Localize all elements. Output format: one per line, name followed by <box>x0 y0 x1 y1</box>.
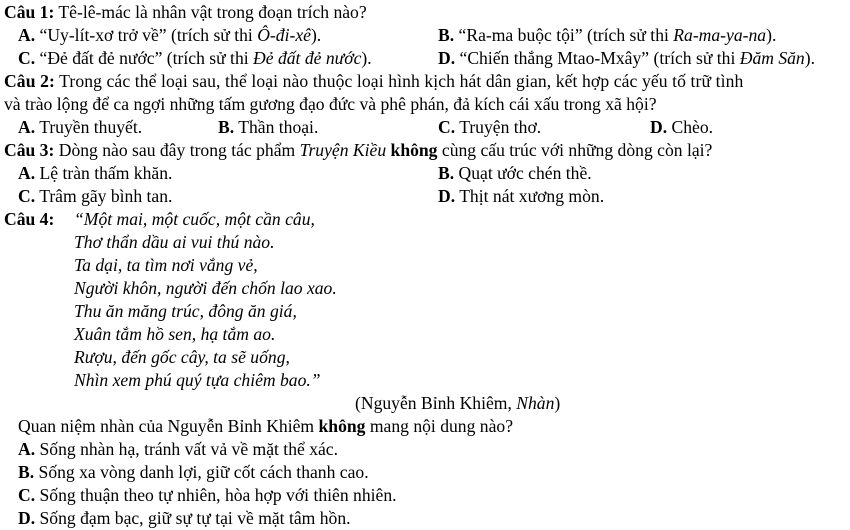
q4-option-b: B. Sống xa vòng danh lợi, giữ cốt cách thanh cao. <box>18 462 369 482</box>
question-1-stem: Câu 1: Tê-lê-mác là nhân vật trong đoạn trích nào? <box>4 2 367 22</box>
q1-option-a: A. “Uy-lít-xơ trở về” (trích sử thi Ô-đi-xê). <box>18 25 322 45</box>
q1-option-d: D. “Chiến thắng Mtao-Mxây” (trích sử thi Đăm Săn). <box>438 48 815 68</box>
question-label: Câu 4: <box>4 209 55 229</box>
q3-option-d: D. Thịt nát xương mòn. <box>438 186 605 206</box>
poem-line: Ta dại, ta tìm nơi vắng vẻ, <box>74 255 258 275</box>
q4-option-c: C. Sống thuận theo tự nhiên, hòa hợp với thiên nhiên. <box>18 485 397 505</box>
q3-option-c: C. Trâm gãy bình tan. <box>18 186 173 206</box>
poem-line: Rượu, đến gốc cây, ta sẽ uống, <box>74 347 290 367</box>
question-label: Câu 2: <box>4 71 55 91</box>
question-3-stem: Câu 3: Dòng nào sau đây trong tác phẩm Truyện Kiều không cùng cấu trúc với những dòng còn lại? <box>4 140 713 160</box>
q2-option-b: B. Thần thoại. <box>218 117 319 137</box>
q3-option-a: A. Lệ tràn thấm khăn. <box>18 163 173 183</box>
poem-line: Người khôn, người đến chốn lao xao. <box>74 278 337 298</box>
question-2-stem: Câu 2: Trong các thể loại sau, thể loại nào thuộc loại hình kịch hát dân gian, kết hợp các yếu tố trữ tình <box>4 71 744 91</box>
poem-source: (Nguyễn Bỉnh Khiêm, Nhàn) <box>355 393 561 413</box>
q1-option-b: B. “Ra-ma buộc tội” (trích sử thi Ra-ma-ya-na). <box>438 25 777 45</box>
q4-option-a: A. Sống nhàn hạ, tránh vất vả về mặt thể xác. <box>18 439 339 459</box>
q2-option-d: D. Chèo. <box>650 117 714 137</box>
q2-option-a: A. Truyền thuyết. <box>18 117 143 137</box>
question-4-label <box>4 208 54 231</box>
q2-option-c: C. Truyện thơ. <box>438 117 542 137</box>
poem-line: Nhìn xem phú quý tựa chiêm bao.” <box>74 370 321 390</box>
poem-line: “Một mai, một cuốc, một cần câu, <box>74 209 315 229</box>
q1-option-c: C. “Đẻ đất đẻ nước” (trích sử thi Đẻ đất đẻ nước). <box>18 48 372 68</box>
question-4-stem: Quan niệm nhàn của Nguyễn Bỉnh Khiêm không mang nội dung nào? <box>18 416 514 436</box>
poem-line: Thơ thẩn dầu ai vui thú nào. <box>74 232 275 252</box>
question-label: Câu 1: <box>4 2 55 22</box>
question-label: Câu 3: <box>4 140 55 160</box>
q4-option-d: D. Sống đạm bạc, giữ sự tự tại về mặt tâm hồn. <box>18 508 351 528</box>
q3-option-b: B. Quạt ước chén thề. <box>438 163 592 183</box>
poem-line: Xuân tắm hồ sen, hạ tắm ao. <box>74 324 276 344</box>
question-2-stem-cont: và trào lộng để ca ngợi những tấm gương đạo đức và phê phán, đả kích cái xấu trong xã hội? <box>4 94 657 114</box>
poem-line: Thu ăn măng trúc, đông ăn giá, <box>74 301 297 321</box>
